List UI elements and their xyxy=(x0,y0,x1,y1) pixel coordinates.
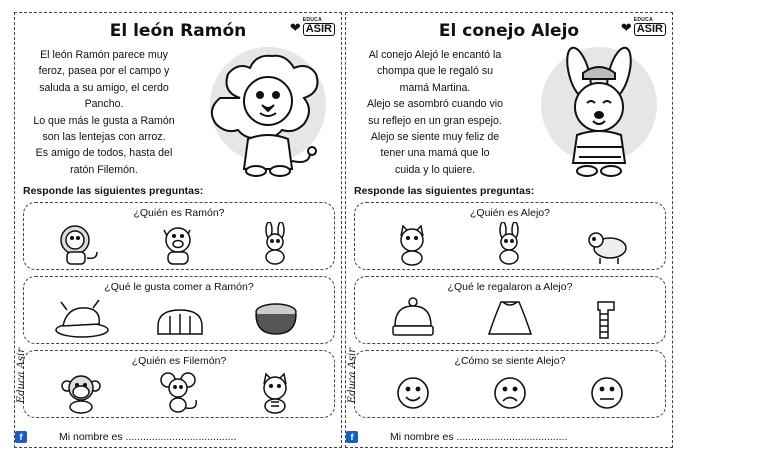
question-box xyxy=(354,202,666,270)
question-box xyxy=(354,276,666,344)
worksheet-lion xyxy=(14,12,342,448)
question-box xyxy=(23,276,335,344)
mouse-icon[interactable] xyxy=(150,370,208,414)
question-text: ¿Cómo se siente Alejo? xyxy=(454,355,566,367)
rabbit-icon[interactable] xyxy=(481,222,539,266)
heart-icon: ❤ xyxy=(289,19,301,35)
story-line: tener una mamá que lo xyxy=(380,147,490,160)
story-text xyxy=(350,47,520,178)
sheep-icon[interactable] xyxy=(578,222,636,266)
story-line: Al conejo Alejó le encantó la xyxy=(368,49,502,61)
story-line: saluda a su amigo, el cerdo xyxy=(39,81,169,94)
neutral-face-icon[interactable] xyxy=(578,370,636,414)
bread-icon[interactable] xyxy=(150,296,208,340)
side-brand xyxy=(344,343,360,443)
lion-icon[interactable] xyxy=(53,222,111,266)
story-line: El león Ramón parece muy xyxy=(40,49,168,61)
story-line: cuida y lo quiere. xyxy=(394,163,476,176)
monkey-icon[interactable] xyxy=(53,370,111,414)
side-brand xyxy=(13,343,29,443)
scarf-icon[interactable] xyxy=(578,296,636,340)
sweater-icon[interactable] xyxy=(481,296,539,340)
question-box xyxy=(23,202,335,270)
cat-icon[interactable] xyxy=(247,370,305,414)
student-name-line[interactable]: Mi nombre es ...................................... xyxy=(59,431,237,443)
story-line: Alejo se asombró cuando vio xyxy=(366,98,504,111)
brand-small: EDUCA xyxy=(633,17,653,23)
sad-face-icon[interactable] xyxy=(481,370,539,414)
story-line: ratón Filemón. xyxy=(70,163,138,176)
side-brand-text: Educa Asir xyxy=(16,348,27,404)
story-line: Lo que más le gusta a Ramón xyxy=(33,114,175,127)
instruction-text: Responde las siguientes preguntas: xyxy=(23,185,204,197)
question-box xyxy=(354,350,666,418)
story-line: Pancho. xyxy=(84,98,124,111)
worksheet-title: El conejo Alejo xyxy=(438,21,580,41)
question-text: ¿Quién es Ramón? xyxy=(133,207,225,219)
beanie-hat-icon[interactable] xyxy=(384,296,442,340)
question-text: ¿Quién es Alejo? xyxy=(470,207,550,219)
pig-icon[interactable] xyxy=(150,222,208,266)
facebook-icon[interactable]: f xyxy=(15,431,27,443)
brand-logo xyxy=(290,18,335,36)
student-name-line[interactable]: Mi nombre es ...................................... xyxy=(390,431,568,443)
brand-big: ASIR xyxy=(634,23,666,36)
happy-face-icon[interactable] xyxy=(384,370,442,414)
lion-portrait-illustration xyxy=(200,43,335,183)
brand-logo xyxy=(621,18,666,36)
rabbit-portrait-illustration xyxy=(531,43,666,183)
story-text xyxy=(19,47,189,178)
story-line: feroz, pasea por el campo y xyxy=(38,65,170,78)
story-line: mamá Martina. xyxy=(399,81,471,94)
heart-icon: ❤ xyxy=(620,19,632,35)
question-box xyxy=(23,350,335,418)
question-text: ¿Qué le regalaron a Alejo? xyxy=(447,281,573,293)
worksheet-title: El león Ramón xyxy=(109,21,247,41)
story-line: su reflejo en un gran espejo. xyxy=(368,114,502,127)
story-line: son las lentejas con arroz. xyxy=(42,131,166,144)
side-brand-text: Educa Asir xyxy=(347,348,358,404)
rice-bowl-icon[interactable] xyxy=(247,296,305,340)
instruction-text: Responde las siguientes preguntas: xyxy=(354,185,535,197)
brand-small: EDUCA xyxy=(302,17,322,23)
question-text: ¿Quién es Filemón? xyxy=(131,355,227,367)
story-line: Es amigo de todos, hasta del xyxy=(35,147,173,160)
cat-icon[interactable] xyxy=(384,222,442,266)
story-line: chompa que le regaló su xyxy=(376,65,494,78)
worksheet-rabbit xyxy=(345,12,673,448)
brand-big: ASIR xyxy=(303,23,335,36)
story-line: Alejo se siente muy feliz de xyxy=(370,131,500,144)
question-text: ¿Qué le gusta comer a Ramón? xyxy=(104,281,254,293)
facebook-icon[interactable]: f xyxy=(346,431,358,443)
rabbit-icon[interactable] xyxy=(247,222,305,266)
roast-chicken-icon[interactable] xyxy=(53,296,111,340)
